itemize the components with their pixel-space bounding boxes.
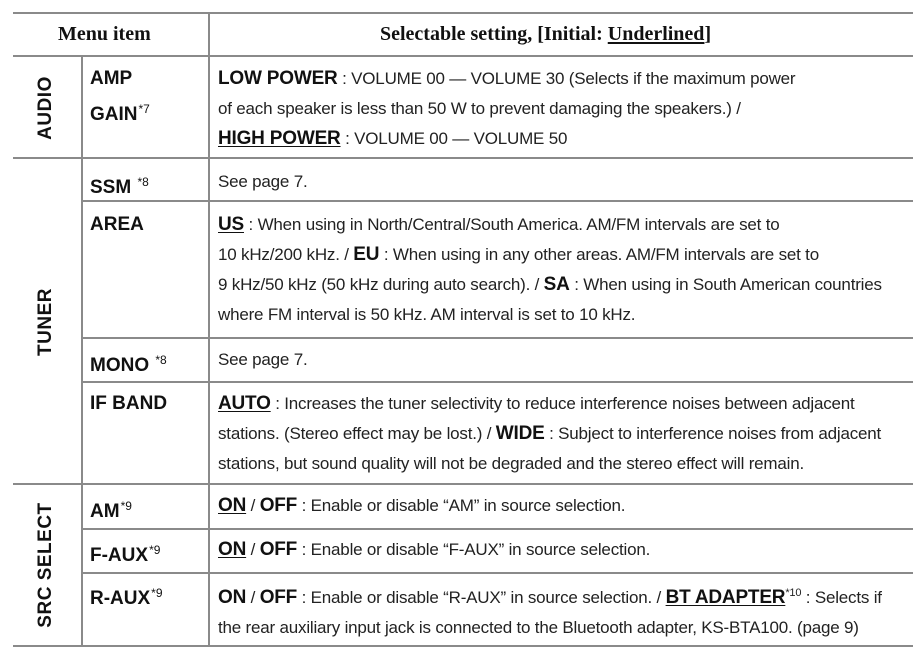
area-line3: 9 kHz/50 kHz (50 kHz during auto search). / [218,275,544,294]
row-divider-faux [81,572,913,574]
option-off: OFF [259,495,298,516]
option-off: OFF [259,539,298,560]
menu-item-area: AREA [90,214,144,235]
option-eu-desc: : When using in any other areas. AM/FM intervals are set to [379,245,819,264]
option-wide: WIDE [495,423,545,444]
option-high-power: HIGH POWER [218,128,341,149]
option-auto-desc: : Increases the tuner selectivity to reduce interference noises between adjacent [270,394,855,413]
option-sa: SA [543,274,570,295]
separator: / [246,496,260,515]
audio-section-border [13,157,913,159]
header-selectable-setting [380,23,711,46]
option-low-power-desc-cont: of each speaker is less than 50 W to prevent damaging the speakers.) / [218,99,741,118]
setting-mono: See page 7. [218,350,308,369]
option-wide-desc: : Subject to interference noises from adjacent [544,424,882,443]
amp-gain-label-line1: AMP [90,68,133,89]
option-bt-adapter: BT ADAPTER [665,587,786,608]
menu-item-amp-gain [90,64,150,130]
f-aux-desc: : Enable or disable “F-AUX” in source selection. [297,540,651,559]
header-underlined-label: Underlined [607,23,705,45]
menu-item-am [90,491,132,527]
column-divider-category [81,56,83,646]
footnote-ref: *9 [149,543,161,557]
row-divider-ssm [81,200,913,202]
menu-item-f-aux [90,535,160,571]
menu-item-if-band: IF BAND [90,393,168,414]
setting-amp-gain [218,64,908,154]
category-audio: AUDIO [35,76,56,140]
area-line4: where FM interval is 50 kHz. AM interval is set to 10 kHz. [218,305,636,324]
setting-am [218,491,908,521]
am-label: AM [90,501,120,522]
category-tuner: TUNER [35,288,56,356]
amp-gain-label-line2: GAIN [90,104,138,125]
menu-item-r-aux [90,578,163,614]
footnote-ref: *9 [120,499,132,513]
separator: / [246,540,260,559]
am-desc: : Enable or disable “AM” in source selection. [297,496,626,515]
mono-label: MONO [90,355,150,376]
if-band-line2: stations. (Stereo effect may be lost.) / [218,424,496,443]
r-aux-line2: the rear auxiliary input jack is connected to the Bluetooth adapter, KS-BTA100. (page 9) [218,618,859,637]
if-band-line3: stations, but sound quality will not be degraded and the stereo effect will remain. [218,454,805,473]
footnote-ref: *9 [151,586,163,600]
separator: / [246,588,260,607]
ssm-label: SSM [90,177,132,198]
r-aux-label: R-AUX [90,588,151,609]
setting-ssm: See page 7. [218,172,308,191]
row-divider-am [81,528,913,530]
r-aux-desc: : Enable or disable “R-AUX” in source selection. / [297,588,666,607]
option-sa-desc: : When using in South American countries [569,275,882,294]
column-divider-setting [208,13,210,646]
option-auto: AUTO [218,393,271,414]
option-low-power: LOW POWER [218,68,338,89]
area-line2: 10 kHz/200 kHz. / [218,245,354,264]
header-menu-item: Menu item [58,23,151,45]
tuner-section-border [13,483,913,485]
table-top-border [13,12,913,14]
setting-r-aux [218,578,908,643]
header-setting-prefix: Selectable setting, [Initial: [380,23,608,45]
footnote-ref: *10 [785,587,802,599]
footnote-ref: *8 [137,175,149,189]
option-us: US [218,214,244,235]
option-off: OFF [259,587,298,608]
header-bottom-border [13,55,913,57]
row-divider-mono [81,381,913,383]
f-aux-label: F-AUX [90,545,149,566]
footnote-ref: *8 [155,353,167,367]
option-bt-adapter-desc: : Selects if [801,588,882,607]
menu-item-mono [90,345,167,381]
footnote-ref: *7 [138,102,150,116]
menu-item-ssm [90,167,149,203]
setting-area [218,210,908,330]
option-on: ON [218,539,247,560]
option-low-power-desc: : VOLUME 00 — VOLUME 30 (Selects if the maximum power [337,69,796,88]
category-src-select: SRC SELECT [35,502,56,628]
row-divider-area [81,337,913,339]
header-setting-suffix: ] [704,23,712,45]
option-us-desc: : When using in North/Central/South America. AM/FM intervals are set to [244,215,780,234]
table-bottom-border [13,645,913,647]
option-high-power-desc: : VOLUME 00 — VOLUME 50 [340,129,568,148]
setting-f-aux [218,535,908,565]
setting-if-band [218,389,908,479]
option-on: ON [218,495,247,516]
option-eu: EU [353,244,380,265]
option-on: ON [218,587,247,608]
